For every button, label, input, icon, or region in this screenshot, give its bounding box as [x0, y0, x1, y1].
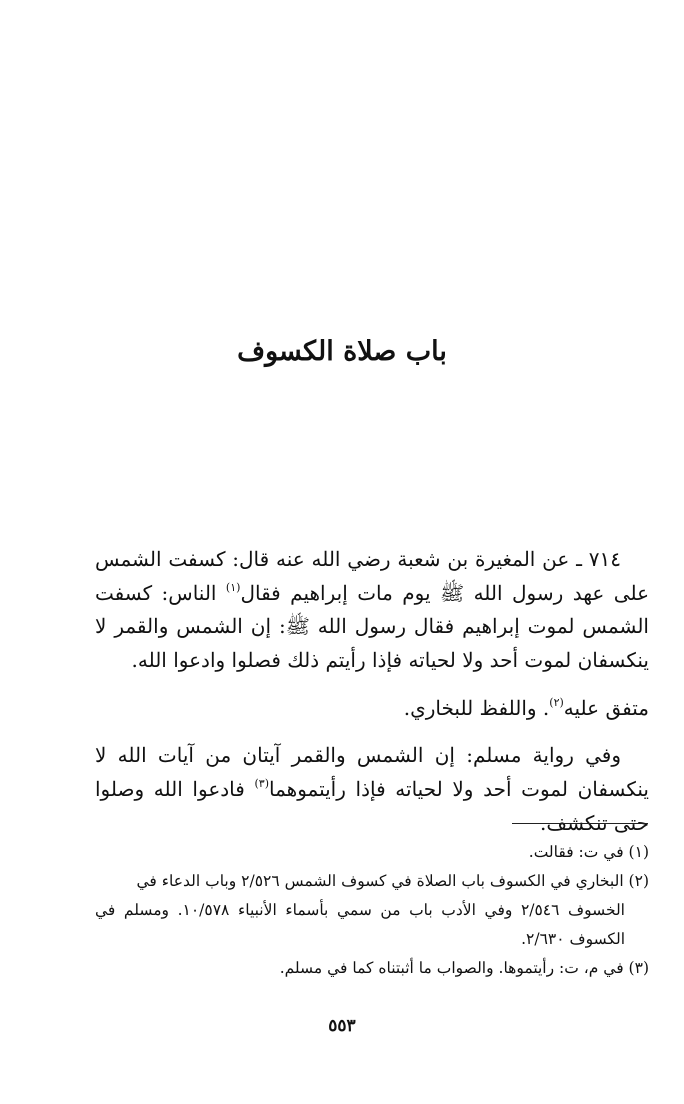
- footnote-ref-2[interactable]: (٢): [549, 695, 564, 709]
- agreed-text: متفق عليه: [563, 695, 649, 720]
- footnote-3: (٣) في م، ت: رأيتموها. والصواب ما أثبتناه كما في مسلم.: [279, 959, 649, 977]
- muslim-text-part1: وفي رواية مسلم: إن الشمس والقمر آيتان من آيات الله لا ينكسفان لموت أحد ولا لحياته فإذا رأيتموهما: [95, 742, 649, 801]
- footnote-2-continuation: الخسوف ٢/٥٤٦ وفي الأدب باب من سمي بأسماء الأنبياء ١٠/٥٧٨. ومسلم في الكسوف ٢/٦٣٠.: [95, 901, 625, 948]
- wording-note: . واللفظ للبخاري.: [403, 695, 550, 720]
- muslim-text-part2: فادعوا الله وصلوا حتى تنكشف.: [95, 776, 649, 835]
- footnote-2-line1: (٢) البخاري في الكسوف باب الصلاة في كسوف الشمس ٢/٥٢٦ وباب الدعاء في: [136, 872, 649, 890]
- footnote-ref-1[interactable]: (١): [225, 580, 241, 594]
- page-number: ٥٥٣: [328, 1016, 356, 1036]
- hadith-text-part1: ٧١٤ ـ عن المغيرة بن شعبة رضي الله عنه قال: كسفت الشمس على عهد رسول الله ﷺ يوم مات إبراهيم فقال: [95, 547, 650, 605]
- footnote-divider: [512, 823, 648, 824]
- chapter-title: باب صلاة الكسوف: [237, 336, 447, 367]
- footnote-ref-3[interactable]: (٣): [254, 776, 269, 790]
- hadith-paragraph: [95, 543, 649, 678]
- agreed-upon-line: [95, 691, 649, 725]
- footnote-2: [95, 867, 649, 954]
- muslim-narration-paragraph: [95, 738, 649, 840]
- hadith-text-part2: الناس: كسفت الشمس لموت إبراهيم فقال رسول الله ﷺ: إن الشمس والقمر لا ينكسفان لموت أحد ولا لحياته فإذا رأيتم ذلك فصلوا وادعوا الله.: [95, 580, 649, 673]
- hadith-body: [95, 543, 649, 840]
- footnote-1: (١) في ت: فقالت.: [528, 843, 649, 861]
- footnotes-section: [95, 838, 649, 983]
